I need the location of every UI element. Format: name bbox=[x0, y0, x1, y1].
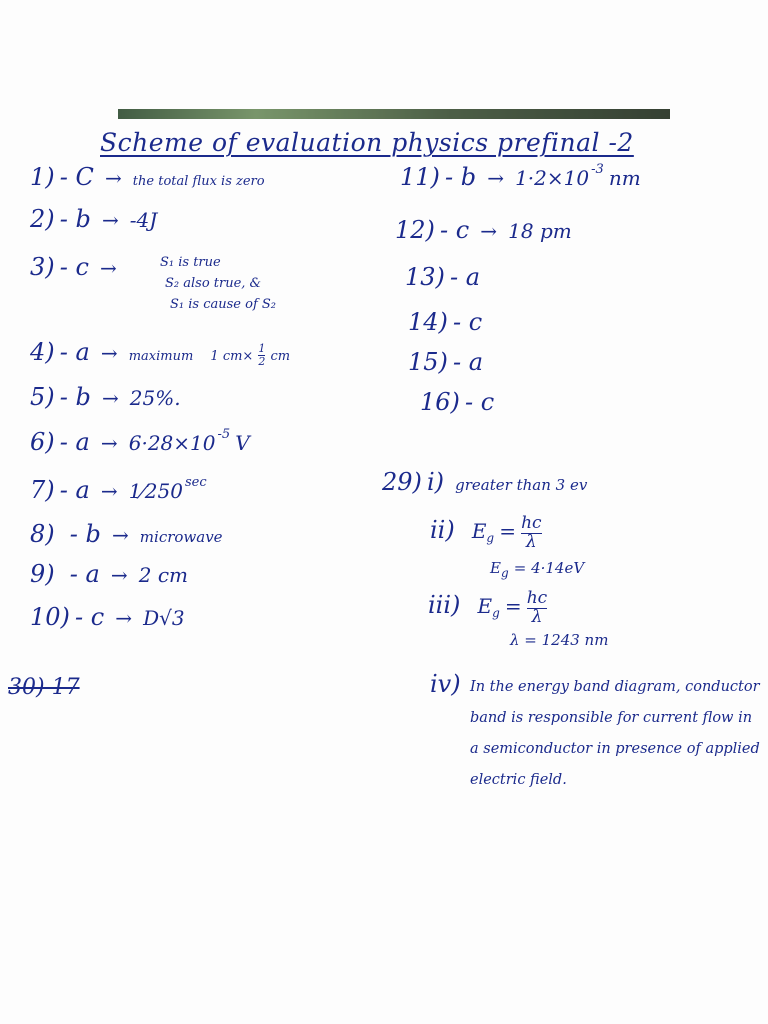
answer-5 bbox=[30, 385, 181, 409]
answer-number: 13) bbox=[405, 263, 445, 291]
answer-number: 7) bbox=[30, 476, 55, 504]
answer-number: 9) bbox=[30, 560, 55, 588]
sub-part-label: ii) bbox=[430, 515, 455, 544]
fraction bbox=[527, 590, 547, 627]
answer-detail: 1⁄250 bbox=[128, 479, 183, 503]
energy-symbol: E bbox=[490, 559, 501, 577]
answer-option: - a bbox=[69, 560, 100, 588]
answer-detail: 2 cm bbox=[138, 563, 188, 587]
answer-unit: nm bbox=[608, 166, 641, 190]
struck-out-entry: 30) 17 bbox=[8, 675, 80, 700]
answer-9 bbox=[30, 562, 188, 586]
answer-option: - a bbox=[450, 263, 481, 291]
answer-option: - a bbox=[59, 476, 90, 504]
fraction-denominator: 2 bbox=[258, 355, 266, 368]
answer-number: 11) bbox=[400, 163, 440, 191]
answer-number: 14) bbox=[408, 308, 448, 336]
answer-14 bbox=[408, 310, 482, 334]
sub-part-label: iii) bbox=[428, 590, 461, 619]
fraction-numerator: hc bbox=[521, 513, 542, 533]
answer-6 bbox=[30, 427, 250, 456]
answer-1 bbox=[30, 165, 265, 189]
answer-number: 16) bbox=[420, 388, 460, 416]
arrow-icon: → bbox=[111, 523, 129, 547]
exponent: -3 bbox=[591, 162, 604, 177]
answer-number: 3) bbox=[30, 253, 55, 281]
fraction bbox=[258, 343, 265, 367]
answer-12 bbox=[395, 218, 572, 242]
answer-11 bbox=[400, 162, 641, 191]
answer-option: - c bbox=[440, 216, 470, 244]
arrow-icon: → bbox=[100, 479, 118, 503]
answer-number: 15) bbox=[408, 348, 448, 376]
answer-number: 10) bbox=[30, 603, 70, 631]
arrow-icon: → bbox=[487, 166, 504, 190]
answer-number: 29) bbox=[382, 468, 422, 496]
answer-unit: cm bbox=[270, 349, 291, 364]
answer-detail: -4J bbox=[129, 208, 158, 232]
answer-number: 5) bbox=[30, 383, 55, 411]
energy-subscript: g bbox=[486, 530, 495, 545]
arrow-icon: → bbox=[110, 563, 128, 587]
answer-4 bbox=[30, 340, 290, 368]
answer-29-iii-result: λ = 1243 nm bbox=[510, 631, 609, 649]
energy-symbol: E bbox=[477, 593, 493, 618]
arrow-icon: → bbox=[104, 166, 122, 190]
answer-detail: = 4·14eV bbox=[513, 559, 585, 577]
answer-number: 1) bbox=[30, 163, 55, 191]
equals-sign: = bbox=[499, 518, 516, 543]
answer-detail: 25%. bbox=[129, 386, 181, 410]
answer-29-iv-label bbox=[430, 672, 461, 696]
answer-number: 4) bbox=[30, 338, 55, 366]
answer-option: - b bbox=[59, 205, 91, 233]
answer-10 bbox=[30, 605, 185, 629]
sub-part-label: iv) bbox=[430, 670, 461, 698]
answer-number: 12) bbox=[395, 216, 435, 244]
answer-option: - C bbox=[59, 163, 94, 191]
answer-option: - c bbox=[75, 603, 105, 631]
answer-detail: greater than 3 ev bbox=[455, 476, 588, 494]
energy-subscript: g bbox=[492, 605, 500, 620]
arrow-icon: → bbox=[100, 431, 118, 455]
sub-part-label: i) bbox=[427, 468, 445, 496]
answer-detail: the total flux is zero bbox=[132, 174, 265, 189]
answer-29-iii bbox=[428, 590, 547, 627]
answer-option: - c bbox=[453, 308, 483, 336]
arrow-icon: → bbox=[101, 386, 119, 410]
answer-3 bbox=[30, 255, 123, 279]
fraction-numerator: hc bbox=[526, 588, 548, 608]
answer-15 bbox=[408, 350, 483, 374]
answer-29-ii-result bbox=[490, 559, 585, 580]
answer-option: - a bbox=[59, 338, 90, 366]
answer-number: 6) bbox=[30, 428, 55, 456]
answer-option: - c bbox=[465, 388, 495, 416]
arrow-icon: → bbox=[100, 341, 118, 365]
answer-detail: 1·2×10 bbox=[515, 166, 590, 190]
answer-detail: D√3 bbox=[143, 606, 185, 630]
answer-7 bbox=[30, 475, 207, 504]
fraction bbox=[521, 515, 541, 552]
answer-option: - a bbox=[59, 428, 90, 456]
answer-detail: 6·28×10 bbox=[128, 431, 216, 455]
answer-option: - b bbox=[69, 520, 101, 548]
answer-2 bbox=[30, 207, 157, 231]
answer-detail-value: 1 cm× bbox=[210, 349, 254, 364]
arrow-icon: → bbox=[115, 606, 133, 630]
answer-29-i bbox=[382, 470, 587, 494]
answer-29-iv-text: In the energy band diagram, conductor band is responsible for current flow in a semiconductor in presence of applied electric field. bbox=[470, 679, 760, 788]
answer-option: - a bbox=[453, 348, 484, 376]
exponent: sec bbox=[184, 475, 207, 490]
answer-detail: 18 pm bbox=[508, 219, 572, 243]
energy-subscript: g bbox=[500, 566, 509, 580]
fraction-denominator: λ bbox=[531, 606, 543, 627]
answer-option: - b bbox=[59, 383, 91, 411]
answer-8 bbox=[30, 522, 223, 546]
paper-top-edge bbox=[118, 109, 670, 119]
answer-detail-line-2: S₂ also true, & bbox=[165, 276, 262, 291]
page-title: Scheme of evaluation physics prefinal -2 bbox=[100, 128, 634, 157]
answer-detail: maximum bbox=[128, 349, 194, 364]
answer-detail-line-3: S₁ is cause of S₂ bbox=[170, 297, 276, 312]
exponent: -5 bbox=[217, 427, 231, 442]
answer-detail-line-1: S₁ is true bbox=[160, 255, 221, 270]
arrow-icon: → bbox=[100, 256, 117, 280]
answer-unit: V bbox=[235, 431, 250, 455]
answer-13 bbox=[405, 265, 480, 289]
answer-16 bbox=[420, 390, 494, 414]
answer-option: - c bbox=[59, 253, 89, 281]
equals-sign: = bbox=[504, 593, 522, 618]
arrow-icon: → bbox=[480, 219, 498, 243]
answer-detail: microwave bbox=[139, 528, 223, 546]
fraction-numerator: 1 bbox=[258, 342, 266, 356]
arrow-icon: → bbox=[101, 208, 119, 232]
answer-number: 2) bbox=[30, 205, 55, 233]
fraction-denominator: λ bbox=[525, 531, 537, 552]
answer-option: - b bbox=[445, 163, 477, 191]
answer-29-ii bbox=[430, 515, 542, 552]
answer-number: 8) bbox=[30, 520, 55, 548]
energy-symbol: E bbox=[471, 518, 487, 543]
